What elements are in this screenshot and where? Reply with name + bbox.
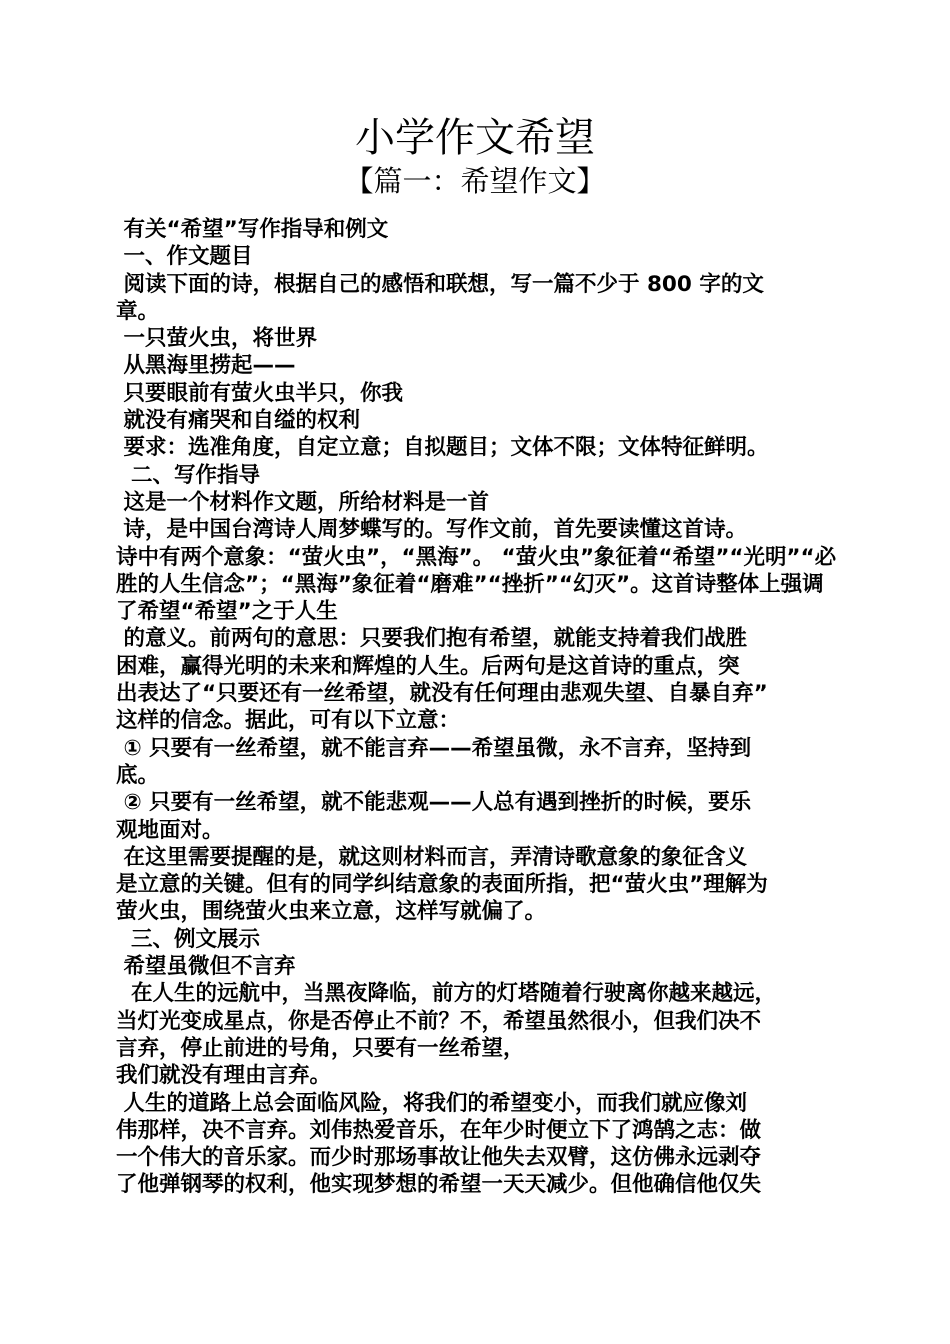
document-title: 小学作文希望 [355,115,595,161]
text-line: 当灯光变成星点，你是否停止不前？不，希望虽然很小，但我们决不 [116,1008,762,1034]
text-line: 胜的人生信念”；“黑海”象征着“磨难”“挫折”“幻灭”。这首诗整体上强调 [116,571,824,597]
text-line: 从黑海里捞起—— [116,353,296,379]
text-line: 三、例文展示 [116,926,260,952]
text-line: 的意义。前两句的意思：只要我们抱有希望，就能支持着我们战胜 [116,626,747,652]
text-line: 萤火虫，围绕萤火虫来立意，这样写就偏了。 [116,899,547,925]
text-line: 困难，赢得光明的未来和辉煌的人生。后两句是这首诗的重点，突 [116,653,740,679]
text-line: 二、写作指导 [116,462,260,488]
text-line: 言弃，停止前进的号角，只要有一丝希望， [116,1035,525,1061]
text-line: 希望虽微但不言弃 [116,954,296,980]
text-line: 观地面对。 [116,817,224,843]
text-line: 人生的道路上总会面临风险，将我们的希望变小，而我们就应像刘 [116,1090,747,1116]
text-line: 诗，是中国台湾诗人周梦蝶写的。写作文前，首先要读懂这首诗。 [116,517,747,543]
text-line: 底。 [116,762,160,788]
text-line: 章。 [116,298,160,324]
document-body [116,216,836,1199]
text-line: 出表达了“只要还有一丝希望，就没有任何理由悲观失望、自暴自弃” [116,681,768,707]
document-subtitle: 【篇一：希望作文】 [344,164,606,198]
text-line: 这是一个材料作文题，所给材料是一首 [116,489,489,515]
text-line: 在这里需要提醒的是，就这则材料而言，弄清诗歌意象的象征含义 [116,844,747,870]
text-line: 伟那样，决不言弃。刘伟热爱音乐，在年少时便立下了鸿鹄之志：做 [116,1117,762,1143]
text-line: 阅读下面的诗，根据自己的感悟和联想，写一篇不少于 800 字的文 [116,271,764,297]
text-line: 了希望“希望”之于人生 [116,599,338,625]
text-line: 一个伟大的音乐家。而少时那场事故让他失去双臂，这仿佛永远剥夺 [116,1145,762,1171]
text-line: ② 只要有一丝希望，就不能悲观——人总有遇到挫折的时候，要乐 [116,790,752,816]
text-line: 一、作文题目 [116,244,253,270]
text-line: 要求：选准角度，自定立意；自拟题目；文体不限；文体特征鲜明。 [116,435,769,461]
text-line: 有关“希望”写作指导和例文 [116,217,389,242]
text-line: 在人生的远航中，当黑夜降临，前方的灯塔随着行驶离你越来越远， [116,981,776,1007]
text-line: 这样的信念。据此，可有以下立意： [116,708,461,734]
text-line: 是立意的关键。但有的同学纠结意象的表面所指，把“萤火虫”理解为 [116,872,768,898]
text-line: 只要眼前有萤火虫半只，你我 [116,380,403,406]
text-line: ① 只要有一丝希望，就不能言弃——希望虽微，永不言弃，坚持到 [116,735,752,761]
text-line: 一只萤火虫，将世界 [116,326,317,352]
text-line: 我们就没有理由言弃。 [116,1063,332,1089]
text-line: 就没有痛哭和自缢的权利 [116,408,360,434]
text-line: 诗中有两个意象：“萤火虫”，“黑海”。 “萤火虫”象征着“希望”“光明”“必 [116,544,837,570]
text-line: 了他弹钢琴的权利，他实现梦想的希望一天天减少。但他确信他仅失 [116,1172,762,1198]
